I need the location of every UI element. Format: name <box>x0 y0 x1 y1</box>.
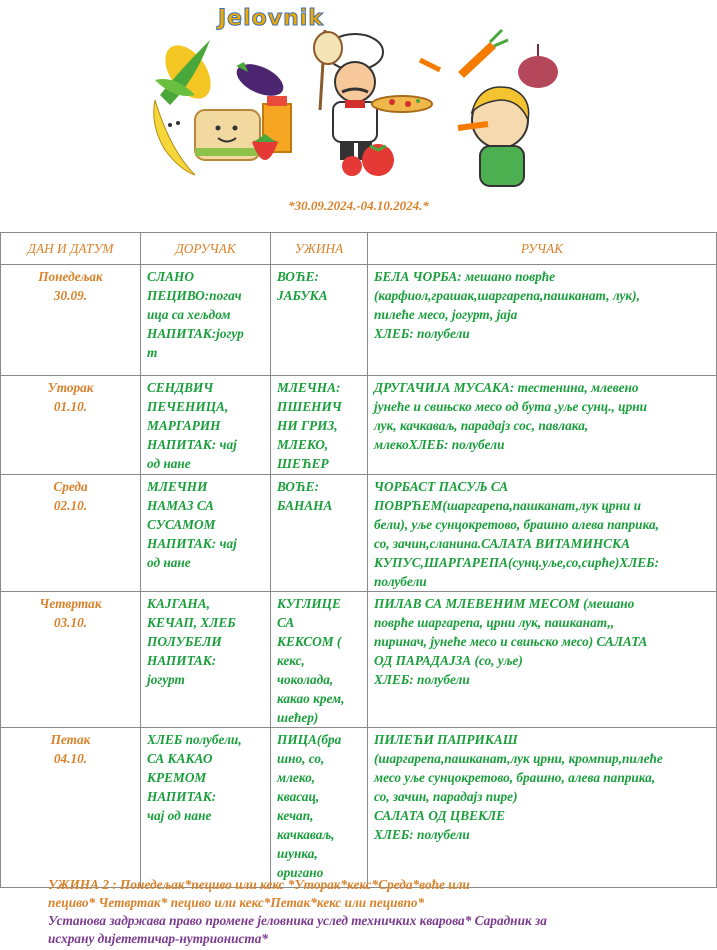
banana-icon <box>154 100 195 175</box>
breakfast-line: КЕЧАП, ХЛЕБ <box>147 615 236 630</box>
lunch-line: ПИЛЕЋИ ПАПРИКАШ <box>374 732 518 747</box>
snack-line: шунка, <box>277 846 318 861</box>
breakfast-line: НАПИТАК: чај <box>147 536 237 551</box>
onion-icon <box>518 44 558 88</box>
snack-line: ВОЋЕ: <box>277 269 319 284</box>
breakfast-line: КАЈГАНА, <box>147 596 210 611</box>
lunch-line: (шаргарепа,пашканат,лук црни, кромпир,пилеће <box>374 751 663 766</box>
breakfast-line: чај од нане <box>147 808 212 823</box>
lunch-cell <box>368 475 717 592</box>
breakfast-line: НАПИТАК: чај <box>147 437 237 452</box>
breakfast-line: НАПИТАК:јогур <box>147 326 244 341</box>
pizza-icon <box>372 96 432 112</box>
table-header-row <box>1 233 717 265</box>
breakfast-line: т <box>147 345 158 360</box>
day-cell <box>1 265 141 376</box>
lunch-line: ХЛЕБ: полубели <box>374 827 470 842</box>
lunch-cell <box>368 592 717 728</box>
snack-line: КЕКСОМ ( <box>277 634 342 649</box>
snack-line: млеко, <box>277 770 316 785</box>
snack-line: МЛЕЧНА: <box>277 380 341 395</box>
day-cell <box>1 475 141 592</box>
snack-line: квасац, <box>277 789 320 804</box>
lunch-line: ХЛЕБ: полубели <box>374 672 470 687</box>
breakfast-line: ПОЛУБЕЛИ <box>147 634 222 649</box>
carrot-icon <box>420 30 508 78</box>
lunch-line: месо уље сунцокретово, брашно, алева паприка, <box>374 770 656 785</box>
breakfast-line: ПЕЧЕНИЦА, <box>147 399 229 414</box>
snack-line: какао крем, <box>277 691 345 706</box>
lunch-line: пилеће месо, јогурт, јаја <box>374 307 518 322</box>
lunch-line: ОД ПАРАДАЈЗА (со, уље) <box>374 653 523 668</box>
breakfast-line: ПЕЦИВО:погач <box>147 288 242 303</box>
snack-line: чоколада, <box>277 672 334 687</box>
snack-line: кечап, <box>277 808 314 823</box>
day-date: 01.10. <box>53 399 88 414</box>
snack-line: НИ ГРИЗ, <box>277 418 338 433</box>
lunch-line: ПИЛАВ СА МЛЕВЕНИМ МЕСОМ (мешано <box>374 596 635 611</box>
snack-line: шећер) <box>277 710 319 725</box>
breakfast-line: од нане <box>147 555 191 570</box>
breakfast-line: МАРГАРИН <box>147 418 221 433</box>
snack-line: ВОЋЕ: <box>277 479 319 494</box>
snack-line: кекс, <box>277 653 305 668</box>
lunch-line: ПОВРЋЕМ(шаргарепа,пашканат,лук црни и <box>374 498 642 513</box>
day-date: 02.10. <box>53 498 88 513</box>
day-cell <box>1 728 141 888</box>
day-date: 04.10. <box>53 751 88 766</box>
lunch-line: пиринач, јунеће месо и свињско месо) САЛАТА <box>374 634 648 649</box>
day-name: Четвртак <box>39 596 102 611</box>
lunch-line: бели), уље сунцокретово, брашно алева паприка, <box>374 517 659 532</box>
lunch-line: САЛАТА ОД ЦВЕКЛЕ <box>374 808 505 823</box>
header-breakfast: ДОРУЧАК <box>141 233 271 265</box>
snack-cell <box>271 475 368 592</box>
lunch-line: КУПУС,ШАРГАРЕПА(сунц.уље,со,сирће)ХЛЕБ: <box>374 555 660 570</box>
table-row <box>1 265 717 376</box>
table-row <box>1 728 717 888</box>
lunch-cell <box>368 265 717 376</box>
day-date: 03.10. <box>53 615 88 630</box>
breakfast-line: КРЕМОМ <box>147 770 207 785</box>
day-date: 30.09. <box>53 288 88 303</box>
footer-snack2-line: пециво* Четвртак* пециво или кекс*Петак*кекс или пецивпо* <box>48 895 425 910</box>
footer-notes <box>48 876 708 948</box>
snack-line: БАНАНА <box>277 498 333 513</box>
breakfast-cell <box>141 475 271 592</box>
lunch-line: БЕЛА ЧОРБА: мешано поврће <box>374 269 556 284</box>
lunch-line: поврће шаргарепа, црни лук, пашканат,, <box>374 615 615 630</box>
breakfast-line: МЛЕЧНИ <box>147 479 208 494</box>
breakfast-line: ица са хељдом <box>147 307 231 322</box>
day-cell <box>1 592 141 728</box>
lunch-line: ЧОРБАСТ ПАСУЉ СА <box>374 479 509 494</box>
breakfast-line: НАПИТАК: <box>147 789 217 804</box>
snack-line: оригано <box>277 865 324 880</box>
lunch-line: ХЛЕБ: полубели <box>374 326 470 341</box>
snack-line: ПИЦА(бра <box>277 732 342 747</box>
breakfast-line: НАМАЗ СА <box>147 498 215 513</box>
snack-line: ПШЕНИЧ <box>277 399 342 414</box>
snack-line: ЈАБУКА <box>277 288 328 303</box>
lunch-line: (карфиол,грашак,шаргарепа,пашканат, лук), <box>374 288 640 303</box>
lunch-line: ДРУГАЧИЈА МУСАКА: тестенина, млевено <box>374 380 639 395</box>
eggplant-icon <box>232 58 288 103</box>
footer-snack2-line: УЖИНА 2 : Понедељак*пециво или кекс *Уторак*кекс*Среда*воће или <box>48 877 470 892</box>
snack-line: шно, со, <box>277 751 325 766</box>
logo-title: Jelovnik <box>218 6 324 31</box>
snack-line: КУГЛИЦЕ <box>277 596 341 611</box>
day-name: Понедељак <box>38 269 103 284</box>
sandwich-icon <box>195 110 260 160</box>
snack-cell <box>271 376 368 475</box>
snack-line: СА <box>277 615 295 630</box>
footer-disclaimer-line: исхрану дијететичар-нутриониста* <box>48 931 269 946</box>
corn-icon <box>155 37 220 107</box>
lunch-line: со, зачин,сланина.САЛАТА ВИТАМИНСКА <box>374 536 630 551</box>
lunch-line: полубели <box>374 574 427 589</box>
snack-line: качкаваљ, <box>277 827 335 842</box>
date-range: *30.09.2024.-04.10.2024.* <box>288 198 429 213</box>
snack-cell <box>271 592 368 728</box>
lunch-cell <box>368 376 717 475</box>
breakfast-line: НАПИТАК: <box>147 653 217 668</box>
footer-disclaimer-line: Установа задржава право промене јеловника услед техничких кварова* Сарадник за <box>48 913 547 928</box>
breakfast-line: ХЛЕБ полубели, <box>147 732 242 747</box>
header-illustration <box>140 0 570 190</box>
breakfast-line: јогурт <box>147 672 185 687</box>
lunch-cell <box>368 728 717 888</box>
breakfast-line: СЕНДВИЧ <box>147 380 214 395</box>
breakfast-cell <box>141 728 271 888</box>
breakfast-line: СЛАНО <box>147 269 194 284</box>
header-day: ДАН И ДАТУМ <box>1 233 141 265</box>
menu-table <box>0 232 717 888</box>
food-illustration <box>140 0 570 190</box>
table-row <box>1 592 717 728</box>
header-snack: УЖИНА <box>271 233 368 265</box>
child-icon <box>458 87 529 186</box>
table-row <box>1 475 717 592</box>
lunch-line: со, зачин, парадајз пире) <box>374 789 518 804</box>
breakfast-cell <box>141 265 271 376</box>
snack-cell <box>271 728 368 888</box>
day-name: Среда <box>53 479 88 494</box>
snack-line: МЛЕКО, <box>277 437 329 452</box>
chef-icon <box>314 30 383 160</box>
day-cell <box>1 376 141 475</box>
breakfast-cell <box>141 592 271 728</box>
breakfast-line: СУСАМОМ <box>147 517 216 532</box>
header-lunch: РУЧАК <box>368 233 717 265</box>
table-row <box>1 376 717 475</box>
breakfast-cell <box>141 376 271 475</box>
lunch-line: лук, качкаваљ, парадајз сос, павлака, <box>374 418 589 433</box>
lunch-line: јунеће и свињско месо од бута ,уље сунц., црни <box>374 399 647 414</box>
day-name: Уторак <box>47 380 94 395</box>
snack-line: ШЕЋЕР <box>277 456 329 471</box>
breakfast-line: СА КАКАО <box>147 751 213 766</box>
day-name: Петак <box>50 732 91 747</box>
snack-cell <box>271 265 368 376</box>
breakfast-line: од нане <box>147 456 191 471</box>
lunch-line: млекоХЛЕБ: полубели <box>374 437 505 452</box>
